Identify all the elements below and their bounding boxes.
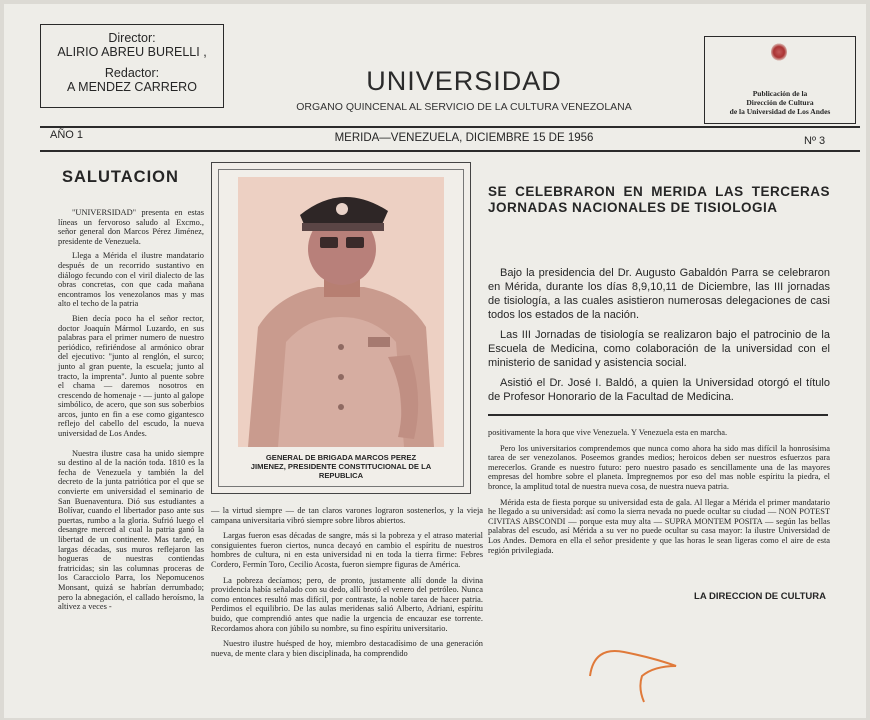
- pen-mark-annotation: [584, 636, 704, 706]
- article-paragraph: Las III Jornadas de tisiología se realizaron bajo el patrocinio de la Escuela de Medicina, como colaboración de la universidad con el ministerio de sanidad y asistencia social.: [488, 329, 830, 369]
- article-paragraph: Bajo la presidencia del Dr. Augusto Gabaldón Parra se celebraron en Mérida, durante los días 8,9,10,11 de Diciembre, las III jornadas de tisiología, a las cuales asistieron numerosas delegaciones de casi todos los estados de la nación.: [488, 267, 830, 321]
- photo-caption: GENERAL DE BRIGADA MARCOS PEREZ JIMENEZ, PRESIDENTE CONSTITUCIONAL DE LA REPUBLICA: [250, 453, 432, 480]
- salutacion-paragraph: positivamente la hora que vive Venezuela. Y Venezuela esta en marcha.: [488, 428, 728, 437]
- photo-frame: [211, 162, 471, 494]
- article-signature: LA DIRECCION DE CULTURA: [694, 591, 826, 602]
- editor-name: A MENDEZ CARRERO: [67, 80, 197, 94]
- dateline-bottom-rule: [40, 150, 860, 152]
- article-body: [488, 266, 830, 410]
- salutacion-paragraph: Nuestra ilustre casa ha unido siempre su destino al de la nación toda. 1810 es la fecha de Venezuela y también la del decreto de la junta patriótica por el que se convierte em universidad el seminario de San Buenaventura. Dió sus estudiantes a Bolívar, cuando el libertador paso ante sus puertas, rumbo a la gloria. Sufrió luego el desangre merced al cual la patria ganó la libertad de un continente. Mas tarde, en largas décadas, sus muros reflejaron las hogueras de nuestras contiendas fratricidas; sin las columnas proceras de los Caracciolo Parra, los Nepomucenos Monsant, quizá se habrían derrumbado; pero la abnegación, el callado heroísmo, la altivez a veces -: [58, 448, 204, 612]
- salutacion-paragraph: Largas fueron esas décadas de sangre, más si la pobreza y el atraso material consiguientes fueron ciertos, nunca decayó en cambio el espíritu de nuestros hombres de cultura, ni en esta universidad ni en toda la tierra firme: Febres Cordero, Fermín Toro, Cecilio Acosta, fueron siempre figuras de América.: [211, 531, 483, 569]
- salutacion-column-left: [58, 208, 204, 617]
- salutacion-heading: SALUTACION: [62, 168, 179, 186]
- dateline: MERIDA—VENEZUELA, DICIEMBRE 15 DE 1956: [334, 132, 594, 144]
- salutacion-paragraph: Nuestro ilustre huésped de hoy, miembro destacadísimo de una generación nueva, de mente clara y bien disciplinada, ha comprendido: [211, 639, 483, 658]
- salutacion-column-middle: [211, 506, 483, 664]
- year-label: AÑO 1: [50, 129, 84, 141]
- salutacion-paragraph: "UNIVERSIDAD" presenta en estas líneas un fervoroso saludo al Excmo., señor general don Marcos Pérez Jiménez, presidente de Venezuela.: [58, 208, 204, 246]
- article-headline: SE CELEBRARON EN MERIDA LAS TERCERAS JORNADAS NACIONALES DE TISIOLOGIA: [488, 184, 830, 215]
- salutacion-column-right: [488, 428, 830, 561]
- masthead-title: UNIVERSIDAD: [366, 66, 562, 96]
- newspaper-page: [4, 4, 866, 718]
- article-divider-rule: [488, 414, 828, 416]
- salutacion-paragraph: Mérida esta de fiesta porque su universidad esta de gala. Al llegar a Mérida el primer mandatario he llegado a su universidad: así como la sierra nevada no puede ocultar su ciudad — NON POTEST CIVITAS ABSCONDI — porque esta muy alta — SUPRA MONTEM POSITA — según las bellas palabras del escudo, así Mérida a su ver no puede ocultar su casa mayor: la ilustre Universidad de Los Andes. Demora en ella el señor presidente y que las horas le sean ligeras como el aire de esta región privilegiada.: [488, 497, 830, 555]
- salutacion-paragraph: Pero los universitarios comprendemos que nunca como ahora ha sido mas difícil la honrosísima tarea de ser venezolanos. Poseemos grandes medios; heroicos deben ser nuestros esfuerzos para merecerlos. Grande es nuestro futuro: pero nuestro pasado es sencillamente una de las mayores empresas del hombre sobre el planeta. Impregnemos por eso del mas noble espíritu la piedra, el bronce, la amplitud total de nuestra nueva cosa, de nuestra nueva patria.: [488, 443, 830, 491]
- masthead-credits-box: [40, 24, 224, 108]
- publisher-line-3: de la Universidad de Los Andes: [729, 107, 831, 116]
- issue-number: Nº 3: [804, 135, 826, 147]
- dateline-top-rule: [40, 126, 860, 128]
- publisher-line-1: Publicación de la: [752, 89, 808, 98]
- director-name: ALIRIO ABREU BURELLI ,: [57, 45, 207, 59]
- masthead-subtitle: ORGANO QUINCENAL AL SERVICIO DE LA CULTURA VENEZOLANA: [296, 101, 632, 113]
- university-seal-icon: [771, 43, 787, 61]
- salutacion-paragraph: — la virtud siempre — de tan claros varones lograron sostenerlos, y la vieja campana universitaria vibró siempre sobre libros abiertos.: [211, 506, 483, 525]
- publisher-box: [704, 36, 856, 124]
- editor-label: Redactor:: [104, 66, 160, 80]
- salutacion-paragraph: La pobreza decíamos; pero, de pronto, justamente allí donde la divina providencia había señalado con su dedo, allí brotó el venero del petróleo. Nunca como entonces resultó mas difícil, por contraste, la noble tarea de hacer patria. Perdimos el equilibrio. De las aulas meridenas salió Alberto, Adriani, espíritu buido, que comprendió antes que nadie la urgencia de encauzar ese torrente. Recordamos ahora con júbilo su nombre, su fino espíritu universitario.: [211, 575, 483, 633]
- director-label: Director:: [108, 31, 156, 45]
- salutacion-paragraph: Llega a Mérida el ilustre mandatario después de un recorrido sustantivo en diálogo fecundo con el viril dialecto de las obras concretas, con que cada mañana encontramos los venezolanos mas y mas alto el techo de la patria: [58, 251, 204, 309]
- president-portrait-image: [238, 177, 444, 447]
- article-paragraph: Asistió el Dr. José I. Baldó, a quien la Universidad otorgó el título de Profesor Honorario de la Facultad de Medicina.: [488, 377, 830, 403]
- publisher-line-2: Dirección de Cultura: [746, 98, 814, 107]
- salutacion-paragraph: Bien decía poco ha el señor rector, doctor Joaquín Mármol Luzardo, en sus palabras para el primer numero de nuestro periódico, refiriéndose al armónico obrar del ejecutivo: "junto al renglón, el surco; junto al gran puente, la escuela; junto al tracto, la imprenta". Junto al puente sobre el chama — daremos nosotros en crescendo de homenaje - — junto al galope simbólico, de acero, que son sus soberbios arcos, junto en fin a ese como gigantesco reflejo del cabello del escudo, la nueva universidad de Los Andes.: [58, 313, 204, 439]
